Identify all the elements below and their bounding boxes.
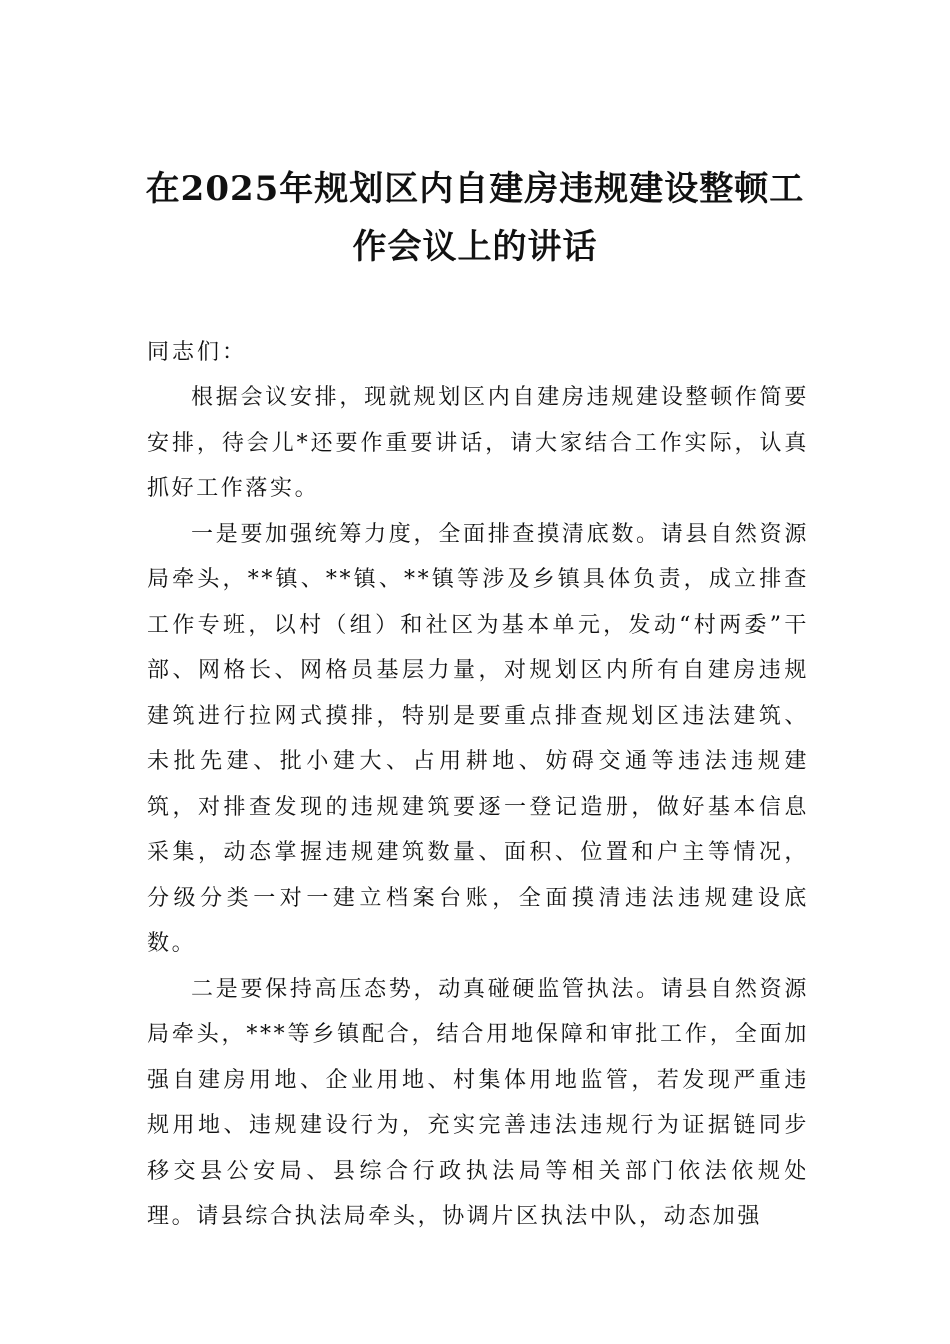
document-title [100,160,850,276]
title-line-1: 在2025年规划区内自建房违规建设整顿工 [145,169,805,209]
salutation: 同志们： [147,340,248,365]
paragraph-point-two: 二是要保持高压态势，动真碰硬监管执法。请县自然资源局牵头，***等乡镇配合，结合用地保障和审批工作，全面加强自建房用地、企业用地、村集体用地监管，若发现严重违规用地、违规建设行为，充实完善违法违规行为证据链同步移交县公安局、县综合行政执法局等相关部门依法依规处理。请县综合执法局牵头，协调片区执法中队，动态加强 [147,976,809,1229]
document-body [147,330,809,1240]
paragraph-point-one: 一是要加强统筹力度，全面排查摸清底数。请县自然资源局牵头，**镇、**镇、**镇等涉及乡镇具体负责，成立排查工作专班，以村（组）和社区为基本单元，发动“村两委”干部、网格长、网格员基层力量，对规划区内所有自建房违规建筑进行拉网式摸排，特别是要重点排查规划区违法建筑、未批先建、批小建大、占用耕地、妨碍交通等违法违规建筑，对排查发现的违规建筑要逐一登记造册，做好基本信息采集，动态掌握违规建筑数量、面积、位置和户主等情况，分级分类一对一建立档案台账，全面摸清违法违规建设底数。 [147,521,809,956]
title-line-2: 作会议上的讲话 [352,227,598,267]
paragraph-intro: 根据会议安排，现就规划区内自建房违规建设整顿作简要安排，待会儿*还要作重要讲话，请大家结合工作实际，认真抓好工作落实。 [147,385,809,501]
